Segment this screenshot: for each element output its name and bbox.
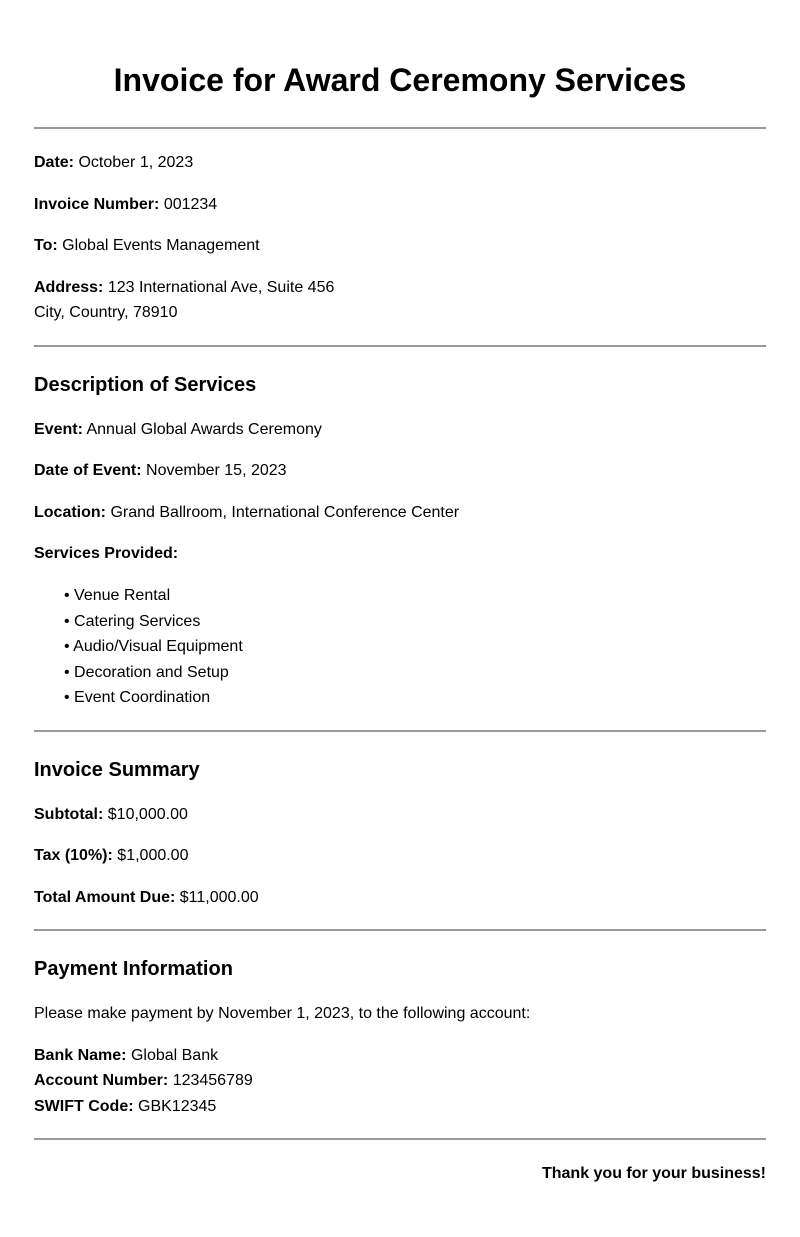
list-item: • Catering Services	[64, 613, 201, 630]
address-line2: City, Country, 78910	[34, 304, 178, 321]
divider	[34, 929, 766, 931]
services-provided-label	[34, 544, 178, 564]
swift-label: SWIFT Code:	[34, 1098, 134, 1115]
payment-instructions: Please make payment by November 1, 2023, to the following account:	[34, 1005, 531, 1022]
summary-heading: Invoice Summary	[34, 759, 200, 781]
address-line1: 123 International Ave, Suite 456	[107, 279, 335, 296]
list-item: • Decoration and Setup	[64, 664, 229, 681]
location-value: Grand Ballroom, International Conference Center	[110, 504, 460, 521]
account-label: Account Number:	[34, 1072, 169, 1089]
location	[34, 503, 459, 523]
location-label: Location:	[34, 504, 106, 521]
recipient	[34, 236, 260, 256]
invoice-title: Invoice for Award Ceremony Services	[113, 62, 687, 98]
total-due	[34, 888, 259, 908]
divider	[34, 345, 766, 347]
swift-value: GBK12345	[138, 1098, 217, 1115]
thank-you-note: Thank you for your business!	[541, 1165, 766, 1182]
bank-label: Bank Name:	[34, 1047, 127, 1064]
subtotal	[34, 805, 188, 825]
address	[34, 278, 334, 298]
list-item: • Venue Rental	[64, 587, 171, 604]
date-of-event	[34, 461, 287, 481]
list-item: • Audio/Visual Equipment	[64, 638, 243, 655]
event-value: Annual Global Awards Ceremony	[86, 421, 322, 438]
invoice-number	[34, 195, 217, 215]
subtotal-value: $10,000.00	[107, 806, 188, 823]
date-label: Date:	[34, 154, 75, 171]
bank-value: Global Bank	[130, 1047, 219, 1064]
services-heading: Description of Services	[34, 374, 257, 396]
tax-value: $1,000.00	[117, 847, 189, 864]
divider	[34, 1138, 766, 1140]
services-provided-text: Services Provided:	[34, 545, 179, 562]
payment-heading: Payment Information	[34, 958, 233, 980]
date-value: October 1, 2023	[78, 154, 194, 171]
bank-name	[34, 1046, 218, 1066]
date-of-event-label: Date of Event:	[34, 462, 142, 479]
total-label: Total Amount Due:	[34, 889, 176, 906]
tax-label: Tax (10%):	[34, 847, 113, 864]
subtotal-label: Subtotal:	[34, 806, 104, 823]
account-value: 123456789	[172, 1072, 253, 1089]
swift-code	[34, 1097, 216, 1117]
invoice-number-label: Invoice Number:	[34, 196, 160, 213]
list-item: • Event Coordination	[64, 689, 211, 706]
divider	[34, 127, 766, 129]
tax	[34, 846, 188, 866]
to-value: Global Events Management	[62, 237, 260, 254]
total-value: $11,000.00	[179, 889, 259, 906]
invoice-date	[34, 153, 193, 173]
divider	[34, 730, 766, 732]
event-label: Event:	[34, 421, 83, 438]
to-label: To:	[34, 237, 58, 254]
address-label: Address:	[34, 279, 104, 296]
date-of-event-value: November 15, 2023	[146, 462, 287, 479]
account-number	[34, 1071, 253, 1091]
invoice-number-value: 001234	[163, 196, 218, 213]
event	[34, 420, 322, 440]
